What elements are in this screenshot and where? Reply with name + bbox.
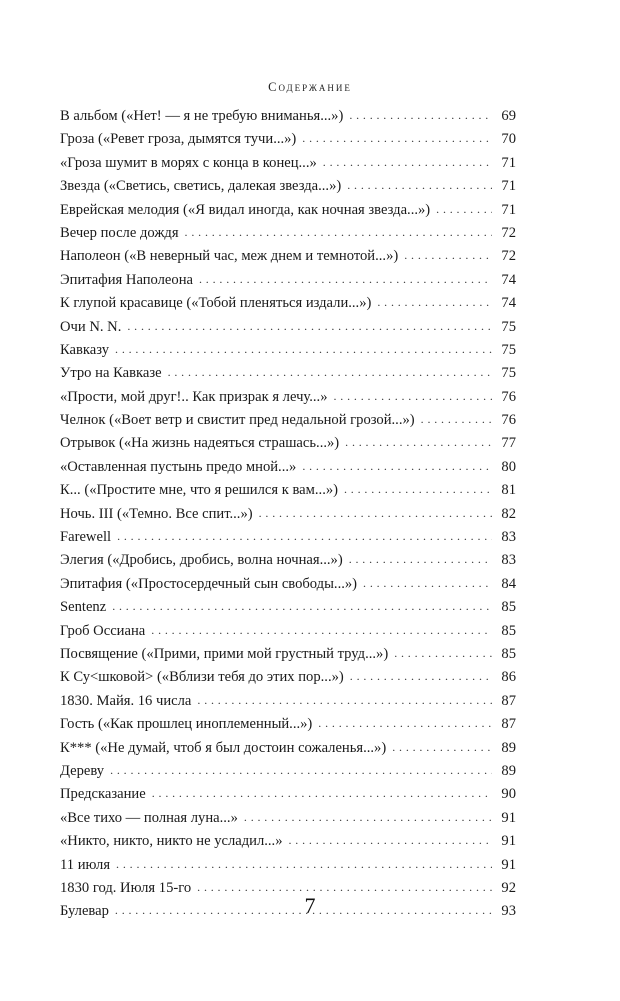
toc-entry-page: 87 (501, 716, 516, 733)
toc-entry-page: 74 (501, 271, 516, 288)
toc-entry (60, 713, 516, 736)
toc-entry (60, 316, 516, 339)
toc-dot-leader (347, 174, 492, 197)
toc-entry-title: Sentenz (60, 599, 107, 616)
toc-entry (60, 128, 516, 151)
toc-entry-title: Гроб Оссиана (60, 622, 146, 639)
toc-entry (60, 432, 516, 455)
toc-dot-leader (377, 291, 492, 314)
toc-entry-page: 71 (501, 154, 516, 171)
toc-entry-title: «Оставленная пустынь предо мной...» (60, 458, 297, 475)
toc-dot-leader (127, 315, 492, 338)
toc-entry (60, 596, 516, 619)
toc-entry (60, 549, 516, 572)
toc-entry (60, 737, 516, 760)
toc-entry-page: 75 (501, 341, 516, 358)
toc-entry-page: 70 (501, 131, 516, 148)
toc-dot-leader (344, 478, 492, 501)
toc-entry (60, 830, 516, 853)
toc-entry (60, 152, 516, 175)
toc-entry-page: 85 (501, 622, 516, 639)
toc-dot-leader (392, 736, 492, 759)
toc-entry-page: 91 (501, 833, 516, 850)
toc-entry (60, 807, 516, 830)
toc-entry-page: 92 (501, 879, 516, 896)
toc-entry-page: 82 (501, 505, 516, 522)
toc-entry-title: Эпитафия («Простосердечный сын свободы...») (60, 575, 358, 592)
toc-dot-leader (199, 268, 492, 291)
toc-entry-title: Ночь. III («Темно. Все спит...») (60, 505, 253, 522)
toc-entry-page: 90 (501, 786, 516, 803)
toc-entry (60, 620, 516, 643)
toc-dot-leader (363, 572, 492, 595)
toc-entry (60, 339, 516, 362)
table-of-contents (60, 105, 516, 924)
toc-dot-leader (436, 198, 492, 221)
page-number: 7 (304, 893, 316, 918)
toc-entry-page: 85 (501, 645, 516, 662)
toc-entry-title: Утро на Кавказе (60, 365, 162, 382)
toc-entry-title: Кавказу (60, 341, 110, 358)
toc-entry (60, 199, 516, 222)
toc-entry-title: К глупой красавице («Тобой пленяться издали...») (60, 295, 372, 312)
toc-dot-leader (394, 642, 492, 665)
toc-dot-leader (345, 431, 492, 454)
toc-dot-leader (349, 104, 492, 127)
toc-entry-title: Челнок («Воет ветр и свистит пред недальной грозой...») (60, 412, 415, 429)
toc-entry-title: Очи N. N. (60, 318, 122, 335)
toc-entry-title: Элегия («Дробись, дробись, волна ночная...») (60, 552, 343, 569)
toc-dot-leader (110, 759, 492, 782)
toc-entry-title: Наполеон («В неверный час, меж днем и темнотой...») (60, 248, 399, 265)
toc-entry (60, 105, 516, 128)
toc-entry-page: 89 (501, 739, 516, 756)
toc-entry-page: 83 (501, 552, 516, 569)
toc-entry-page: 76 (501, 388, 516, 405)
toc-entry-title: К*** («Не думай, чтоб я был достоин сожаленья...») (60, 739, 387, 756)
toc-dot-leader (151, 619, 492, 642)
toc-entry-page: 84 (501, 575, 516, 592)
toc-entry (60, 386, 516, 409)
toc-dot-leader (116, 853, 492, 876)
toc-entry-page: 91 (501, 856, 516, 873)
toc-dot-leader (323, 151, 492, 174)
toc-dot-leader (259, 502, 492, 525)
toc-entry-title: «Все тихо — полная луна...» (60, 809, 238, 826)
toc-entry-title: К Су<шковой> («Вблизи тебя до этих пор...») (60, 669, 344, 686)
toc-dot-leader (302, 127, 492, 150)
toc-dot-leader (421, 408, 492, 431)
toc-entry (60, 409, 516, 432)
toc-entry-title: В альбом («Нет! — я не требую вниманья...») (60, 108, 344, 124)
toc-entry-title: Посвящение («Прими, прими мой грустный труд...») (60, 645, 389, 662)
toc-entry-title: Вечер после дождя (60, 224, 179, 241)
toc-entry-title: «Никто, никто, никто не усладил...» (60, 833, 283, 850)
toc-entry-title: Эпитафия Наполеона (60, 271, 193, 288)
toc-entry (60, 479, 516, 502)
toc-entry-page: 80 (501, 458, 516, 475)
toc-entry-title: Звезда («Светись, светись, далекая звезда...») (60, 178, 342, 195)
toc-entry-page: 89 (501, 762, 516, 779)
toc-dot-leader (302, 455, 492, 478)
toc-entry-page: 93 (501, 903, 516, 920)
toc-entry (60, 760, 516, 783)
toc-entry-title: Farewell (60, 529, 112, 546)
toc-entry-title: 1830. Майя. 16 числа (60, 692, 192, 709)
toc-entry (60, 269, 516, 292)
toc-entry-page: 86 (501, 669, 516, 686)
toc-dot-leader (185, 221, 492, 244)
toc-dot-leader (404, 244, 492, 267)
toc-entry (60, 245, 516, 268)
toc-entry-page: 75 (501, 318, 516, 335)
toc-entry-page: 71 (501, 178, 516, 195)
toc-entry-page: 74 (501, 295, 516, 312)
toc-dot-leader (152, 782, 492, 805)
toc-dot-leader (350, 665, 492, 688)
toc-dot-leader (115, 338, 492, 361)
toc-entry-page: 72 (501, 248, 516, 265)
toc-dot-leader (197, 689, 492, 712)
toc-entry-page: 72 (501, 224, 516, 241)
running-header: Содержание (268, 80, 352, 94)
toc-entry (60, 503, 516, 526)
toc-entry-title: Гроза («Ревет гроза, дымятся тучи...») (60, 131, 297, 148)
toc-entry (60, 526, 516, 549)
toc-entry (60, 690, 516, 713)
toc-entry-title: 11 июля (60, 856, 111, 873)
toc-entry-title: Булевар (60, 903, 109, 920)
toc-entry-title: К... («Простите мне, что я решился к вам...») (60, 482, 338, 499)
toc-entry-page: 69 (501, 108, 516, 124)
toc-dot-leader (289, 829, 493, 852)
toc-entry (60, 783, 516, 806)
toc-dot-leader (318, 712, 492, 735)
toc-entry (60, 292, 516, 315)
toc-entry (60, 854, 516, 877)
toc-entry-title: «Гроза шумит в морях с конца в конец...» (60, 154, 317, 171)
toc-entry-title: Отрывок («На жизнь надеяться страшась...») (60, 435, 340, 452)
toc-dot-leader (112, 595, 492, 618)
toc-entry (60, 666, 516, 689)
toc-entry-page: 91 (501, 809, 516, 826)
toc-entry-title: «Прости, мой друг!.. Как призрак я лечу...» (60, 388, 328, 405)
toc-entry (60, 573, 516, 596)
toc-entry-page: 83 (501, 529, 516, 546)
toc-dot-leader (244, 806, 492, 829)
toc-entry-page: 85 (501, 599, 516, 616)
toc-dot-leader (117, 525, 492, 548)
toc-dot-leader (334, 385, 493, 408)
toc-entry-title: Гость («Как прошлец иноплеменный...») (60, 716, 313, 733)
toc-entry-page: 77 (501, 435, 516, 452)
toc-entry-page: 71 (501, 201, 516, 218)
toc-entry-title: 1830 год. Июля 15-го (60, 879, 192, 896)
toc-entry-page: 87 (501, 692, 516, 709)
toc-dot-leader (168, 361, 492, 384)
toc-entry (60, 643, 516, 666)
toc-entry-title: Предсказание (60, 786, 146, 803)
toc-entry (60, 456, 516, 479)
toc-entry (60, 175, 516, 198)
toc-entry-page: 81 (501, 482, 516, 499)
toc-entry-page: 75 (501, 365, 516, 382)
toc-dot-leader (349, 548, 492, 571)
toc-entry-title: Еврейская мелодия («Я видал иногда, как ночная звезда...») (60, 201, 431, 218)
toc-entry-page: 76 (501, 412, 516, 429)
toc-entry-title: Дереву (60, 762, 105, 779)
toc-entry (60, 222, 516, 245)
toc-entry (60, 362, 516, 385)
